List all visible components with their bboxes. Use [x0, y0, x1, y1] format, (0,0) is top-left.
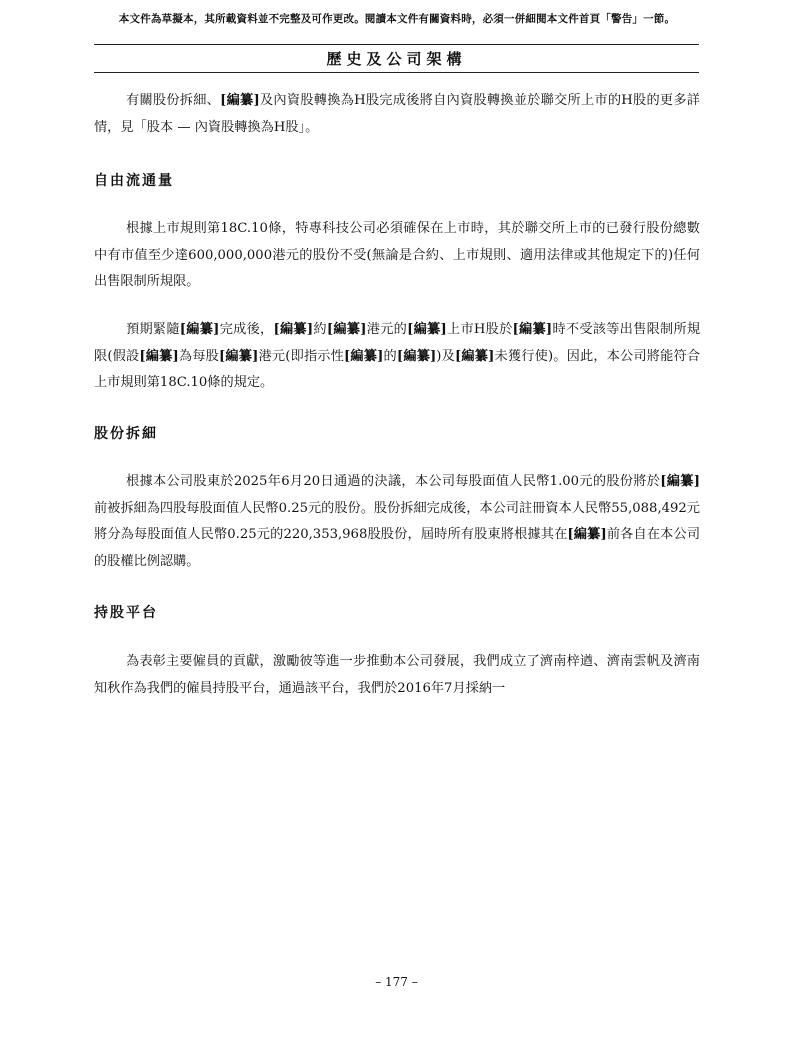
redaction-mark: [編纂] [326, 322, 367, 337]
redaction-mark: [編纂] [139, 348, 179, 364]
page-title: 歷史及公司架構 [326, 50, 467, 68]
text-segment: 完成後， [219, 322, 274, 337]
text-segment: 有關股份拆細、 [126, 93, 221, 108]
redaction-mark: [編纂] [219, 348, 259, 364]
heading-free-float: 自由流通量 [94, 173, 174, 189]
redaction-mark: [編纂] [344, 348, 384, 364]
paragraph-free-float-rule: 根據上市規則第18C.10條，特專科技公司必須確保在上市時，其於聯交所上市的已發行股份總數中有市值至少達600,000,000港元的股份不受(無論是合約、上市規則、適用法律或其他規定下的)任何出售限制所規限。 [94, 221, 700, 289]
draft-warning: 本文件為草擬本，其所載資料並不完整及可作更改。閱讀本文件有關資料時，必須一併細閱本文件首頁「警告」一節。 [118, 13, 676, 25]
text-segment: 上市H股於 [446, 322, 513, 337]
redaction-mark: [編纂] [396, 348, 437, 364]
redaction-mark: [編纂] [512, 322, 553, 337]
text-segment: 港元(即指示性 [258, 348, 345, 364]
text-segment: 預期緊隨 [126, 322, 180, 337]
redaction-mark: [編纂] [567, 527, 607, 542]
text-segment: 前各自在本公司的股權比例認購。 [94, 527, 701, 569]
redaction-mark: [編纂] [273, 322, 314, 337]
redaction-mark: [編纂] [454, 348, 495, 364]
text-segment: )及 [436, 348, 455, 364]
paragraph-free-float-expectation [94, 317, 700, 397]
paragraph-shareholding-platform: 為表彰主要僱員的貢獻，激勵彼等進一步推動本公司發展，我們成立了濟南梓遒、濟南雲帆及濟南知秋作為我們的僱員持股平台，通過該平台，我們於2016年7月採納一 [94, 654, 700, 696]
text-segment: 未獲行使)。因此，本公司將能符合上市規則第18C.10條的規定。 [94, 348, 701, 390]
header-rule-bottom [94, 72, 699, 73]
heading-share-subdivision: 股份拆細 [94, 426, 158, 442]
header-rule-top [94, 44, 699, 45]
heading-shareholding-platform: 持股平台 [94, 605, 158, 621]
text-segment: 及內資股轉換為H股完成後將自內資股轉換並於聯交所上市的H股的更多詳情，見「股本 — 內資股轉換為H股」。 [94, 93, 700, 135]
text-segment: 港元的 [366, 322, 408, 337]
redaction-mark: [編纂] [220, 93, 260, 108]
text-segment: 時不受該等出售限制所規限(假設 [94, 322, 701, 364]
page-number: – 177 – [375, 975, 418, 989]
text-segment: 為每股 [178, 348, 220, 364]
paragraph-conversion-details [94, 88, 700, 141]
paragraph-share-subdivision [94, 469, 700, 575]
text-segment: 約 [313, 322, 327, 337]
redaction-mark: [編纂] [179, 322, 220, 337]
redaction-mark: [編纂] [407, 322, 447, 337]
text-segment: 根據本公司股東於2025年6月20日通過的決議，本公司每股面值人民幣1.00元的股份將於 [126, 474, 661, 489]
redaction-mark: [編纂] [660, 474, 700, 489]
text-segment: 的 [383, 348, 397, 364]
text-segment: 前被拆細為四股每股面值人民幣0.25元的股份。股份拆細完成後，本公司註冊資本人民幣55,088,492元將分為每股面值人民幣0.25元的220,353,968股股份，屆時所有股東將根據其在 [94, 500, 700, 542]
